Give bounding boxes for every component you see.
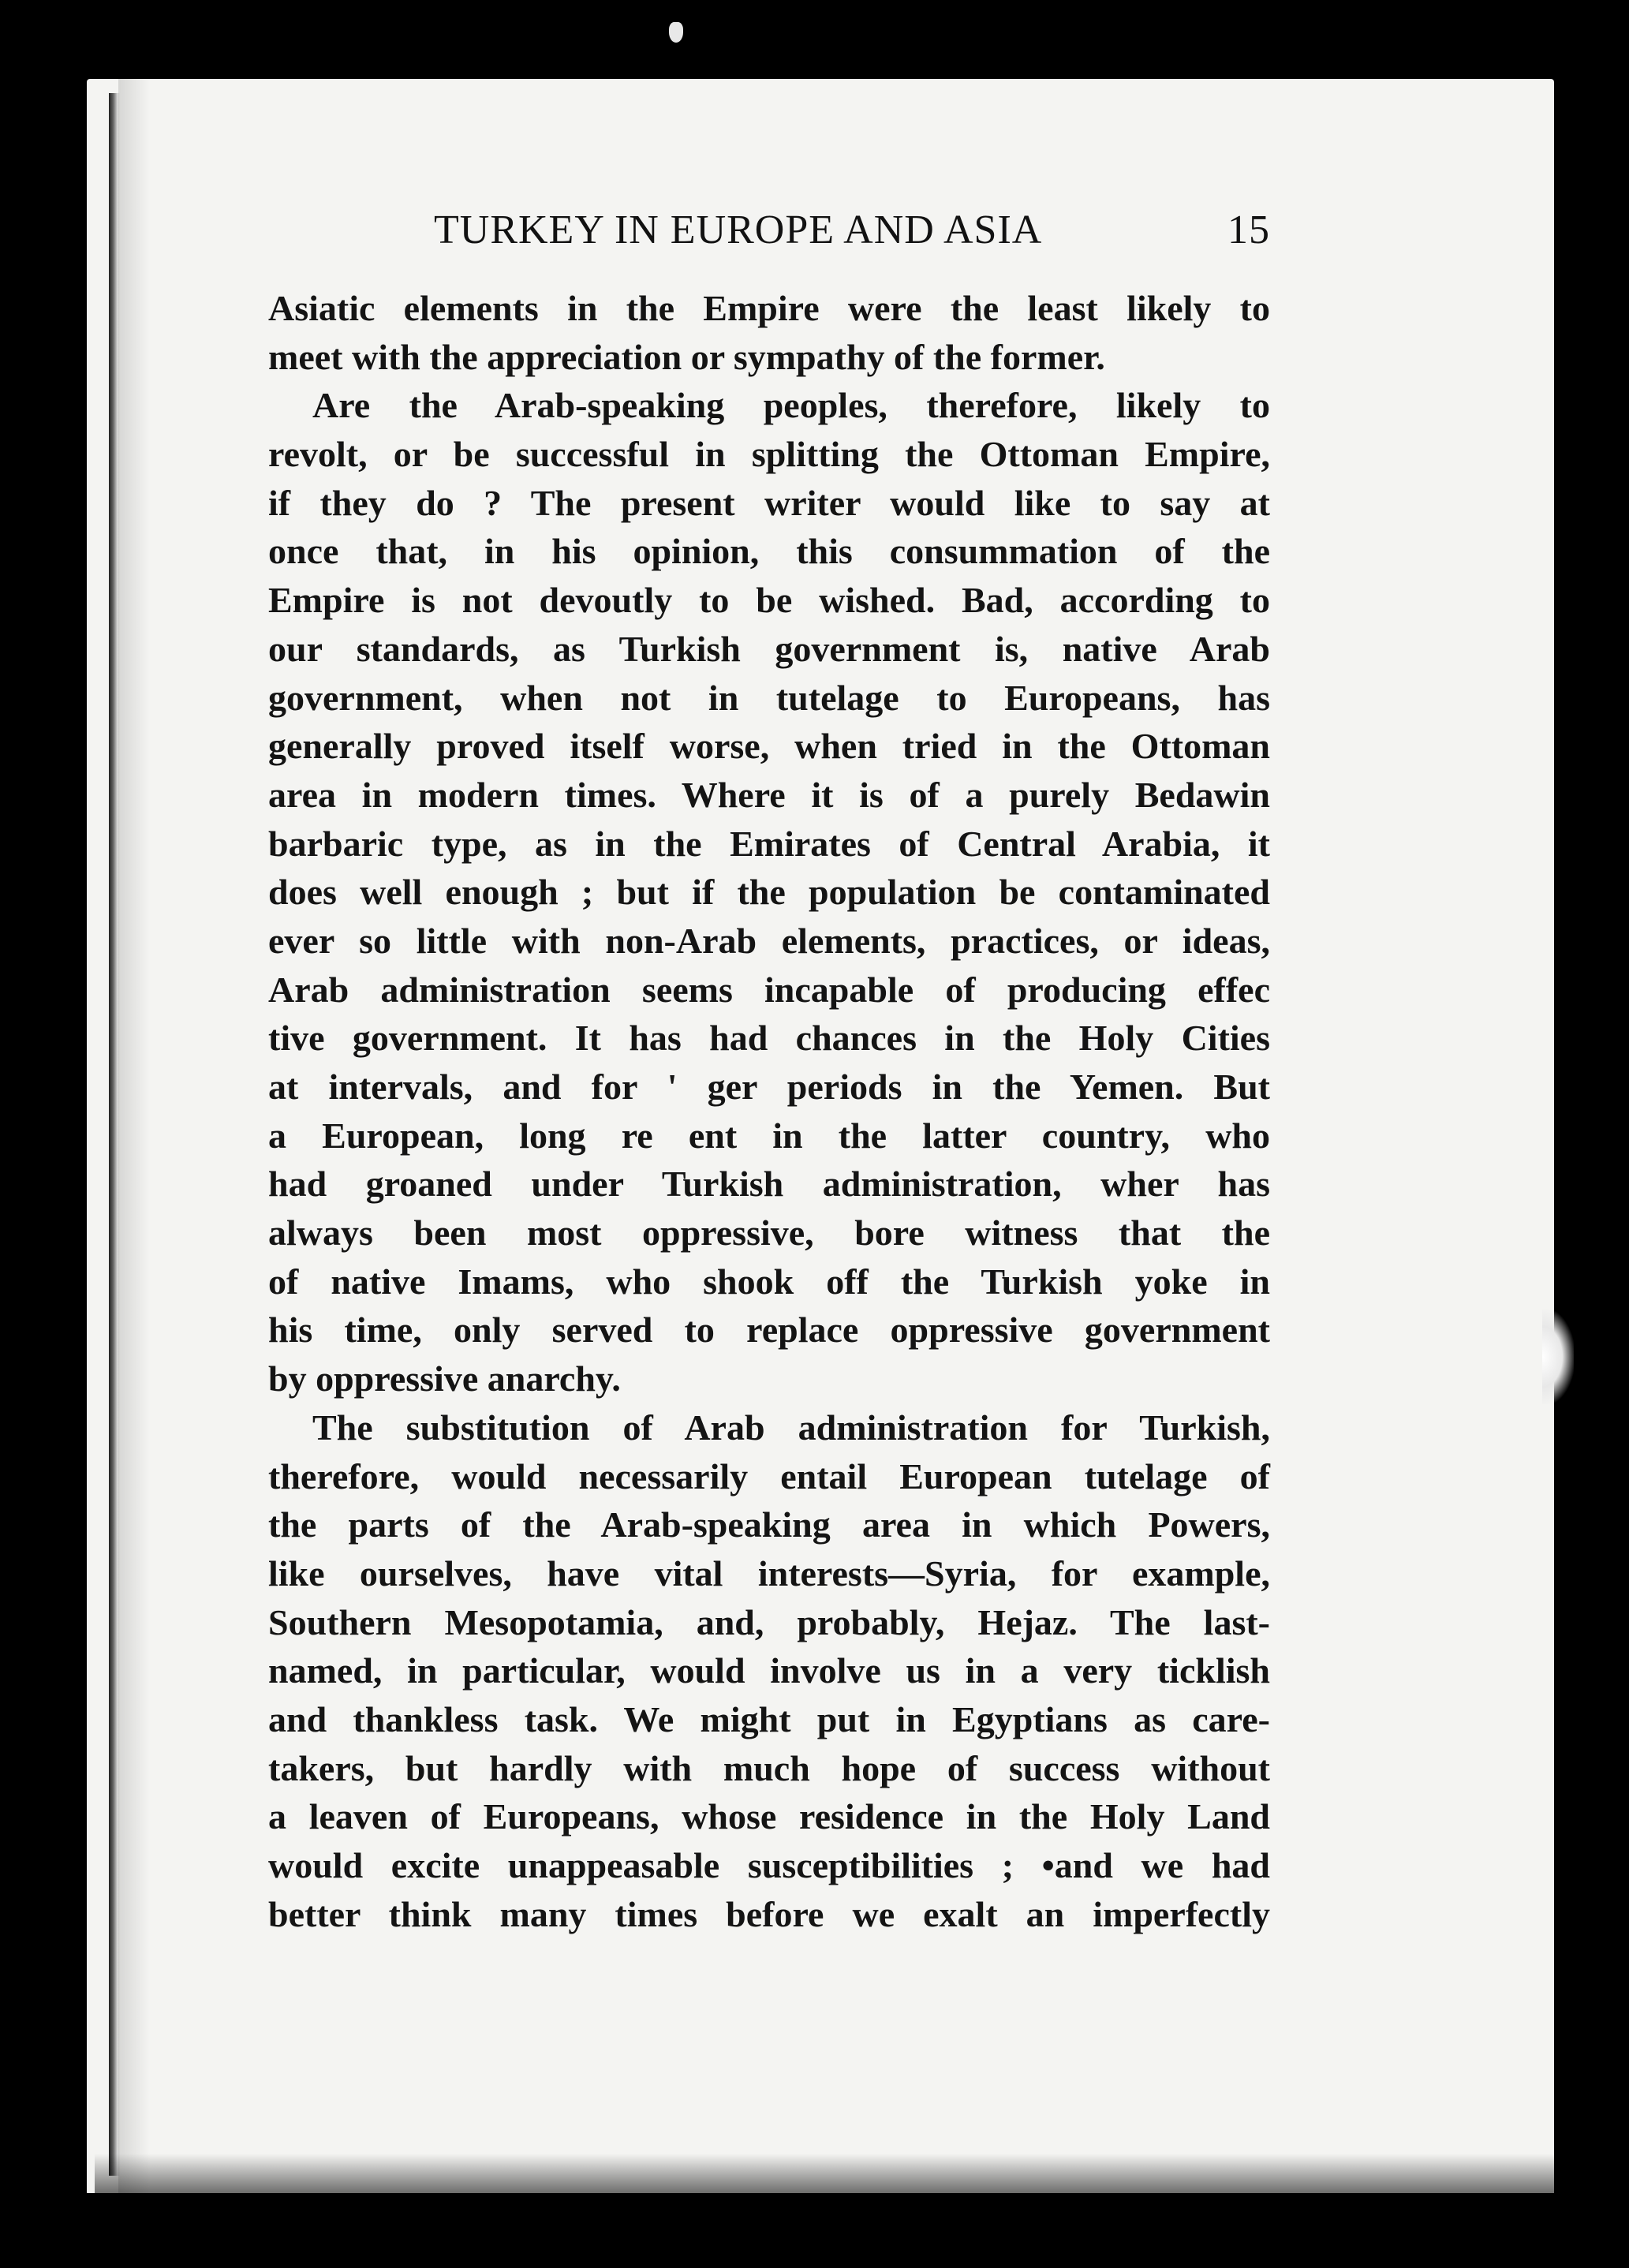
text-line: Southern Mesopotamia, and, probably, Hejaz. The last- [268, 1601, 1270, 1642]
text-line: once that, in his opinion, this consummation of the [268, 531, 1270, 572]
text-line: meet with the appreciation or sympathy of the former. [268, 336, 1105, 377]
text-line: of native Imams, who shook off the Turkish yoke in [268, 1261, 1270, 1302]
gutter-shadow [118, 79, 150, 2193]
text-line: the parts of the Arab-speaking area in which Powers, [268, 1504, 1270, 1545]
text-line: The substitution of Arab administration for Turkish, [312, 1407, 1270, 1448]
text-line: our standards, as Turkish government is, native Arab [268, 628, 1270, 669]
text-line: a leaven of Europeans, whose residence in the Holy Land [268, 1796, 1270, 1837]
text-line: ever so little with non-Arab elements, practices, or ideas, [268, 920, 1270, 961]
text-line: better think many times before we exalt an imperfectly [268, 1893, 1270, 1934]
text-line: if they do ? The present writer would like to say at [268, 482, 1270, 523]
text-line: had groaned under Turkish administration, wher has [268, 1164, 1270, 1205]
text-line: Arab administration seems incapable of producing effec [268, 969, 1270, 1010]
text-line: barbaric type, as in the Emirates of Central Arabia, it [268, 823, 1270, 864]
text-line: always been most oppressive, bore witness that the [268, 1212, 1270, 1254]
text-line: revolt, or be successful in splitting the Ottoman Empire, [268, 434, 1270, 475]
text-line: generally proved itself worse, when tried in the Ottoman [268, 726, 1270, 767]
page-edge-highlight [1542, 1310, 1574, 1404]
bottom-shadow [95, 2154, 1554, 2193]
text-line: Empire is not devoutly to be wished. Bad, according to [268, 580, 1270, 621]
text-line: government, when not in tutelage to Europeans, has [268, 677, 1270, 718]
text-line: like ourselves, have vital interests—Syria, for example, [268, 1552, 1270, 1594]
running-title: TURKEY IN EUROPE AND ASIA [434, 207, 1043, 252]
page-number: 15 [1227, 207, 1270, 252]
text-line: by oppressive anarchy. [268, 1358, 621, 1399]
text-line: takers, but hardly with much hope of success without [268, 1747, 1270, 1788]
body-text [268, 284, 1270, 1938]
text-line: would excite unappeasable susceptibilities ; •and we had [268, 1845, 1270, 1885]
text-line: his time, only served to replace oppressive government [268, 1310, 1270, 1351]
text-line: tive government. It has had chances in the Holy Cities [268, 1018, 1270, 1059]
text-line: therefore, would necessarily entail European tutelage of [268, 1455, 1270, 1496]
text-line: a European, long re ent in the latter country, who [268, 1115, 1270, 1156]
scan-artifact-mark [669, 22, 683, 43]
text-line: Asiatic elements in the Empire were the least likely to [268, 288, 1270, 328]
text-line: named, in particular, would involve us in a very ticklish [268, 1650, 1270, 1691]
text-line: Are the Arab-speaking peoples, therefore, likely to [312, 385, 1270, 426]
text-line: and thankless task. We might put in Egyptians as care- [268, 1698, 1270, 1739]
text-line: area in modern times. Where it is of a purely Bedawin [268, 774, 1270, 815]
page-header [268, 207, 1270, 254]
text-line: at intervals, and for ' ger periods in the Yemen. But [268, 1067, 1270, 1107]
text-line: does well enough ; but if the population be contaminated [268, 872, 1270, 913]
